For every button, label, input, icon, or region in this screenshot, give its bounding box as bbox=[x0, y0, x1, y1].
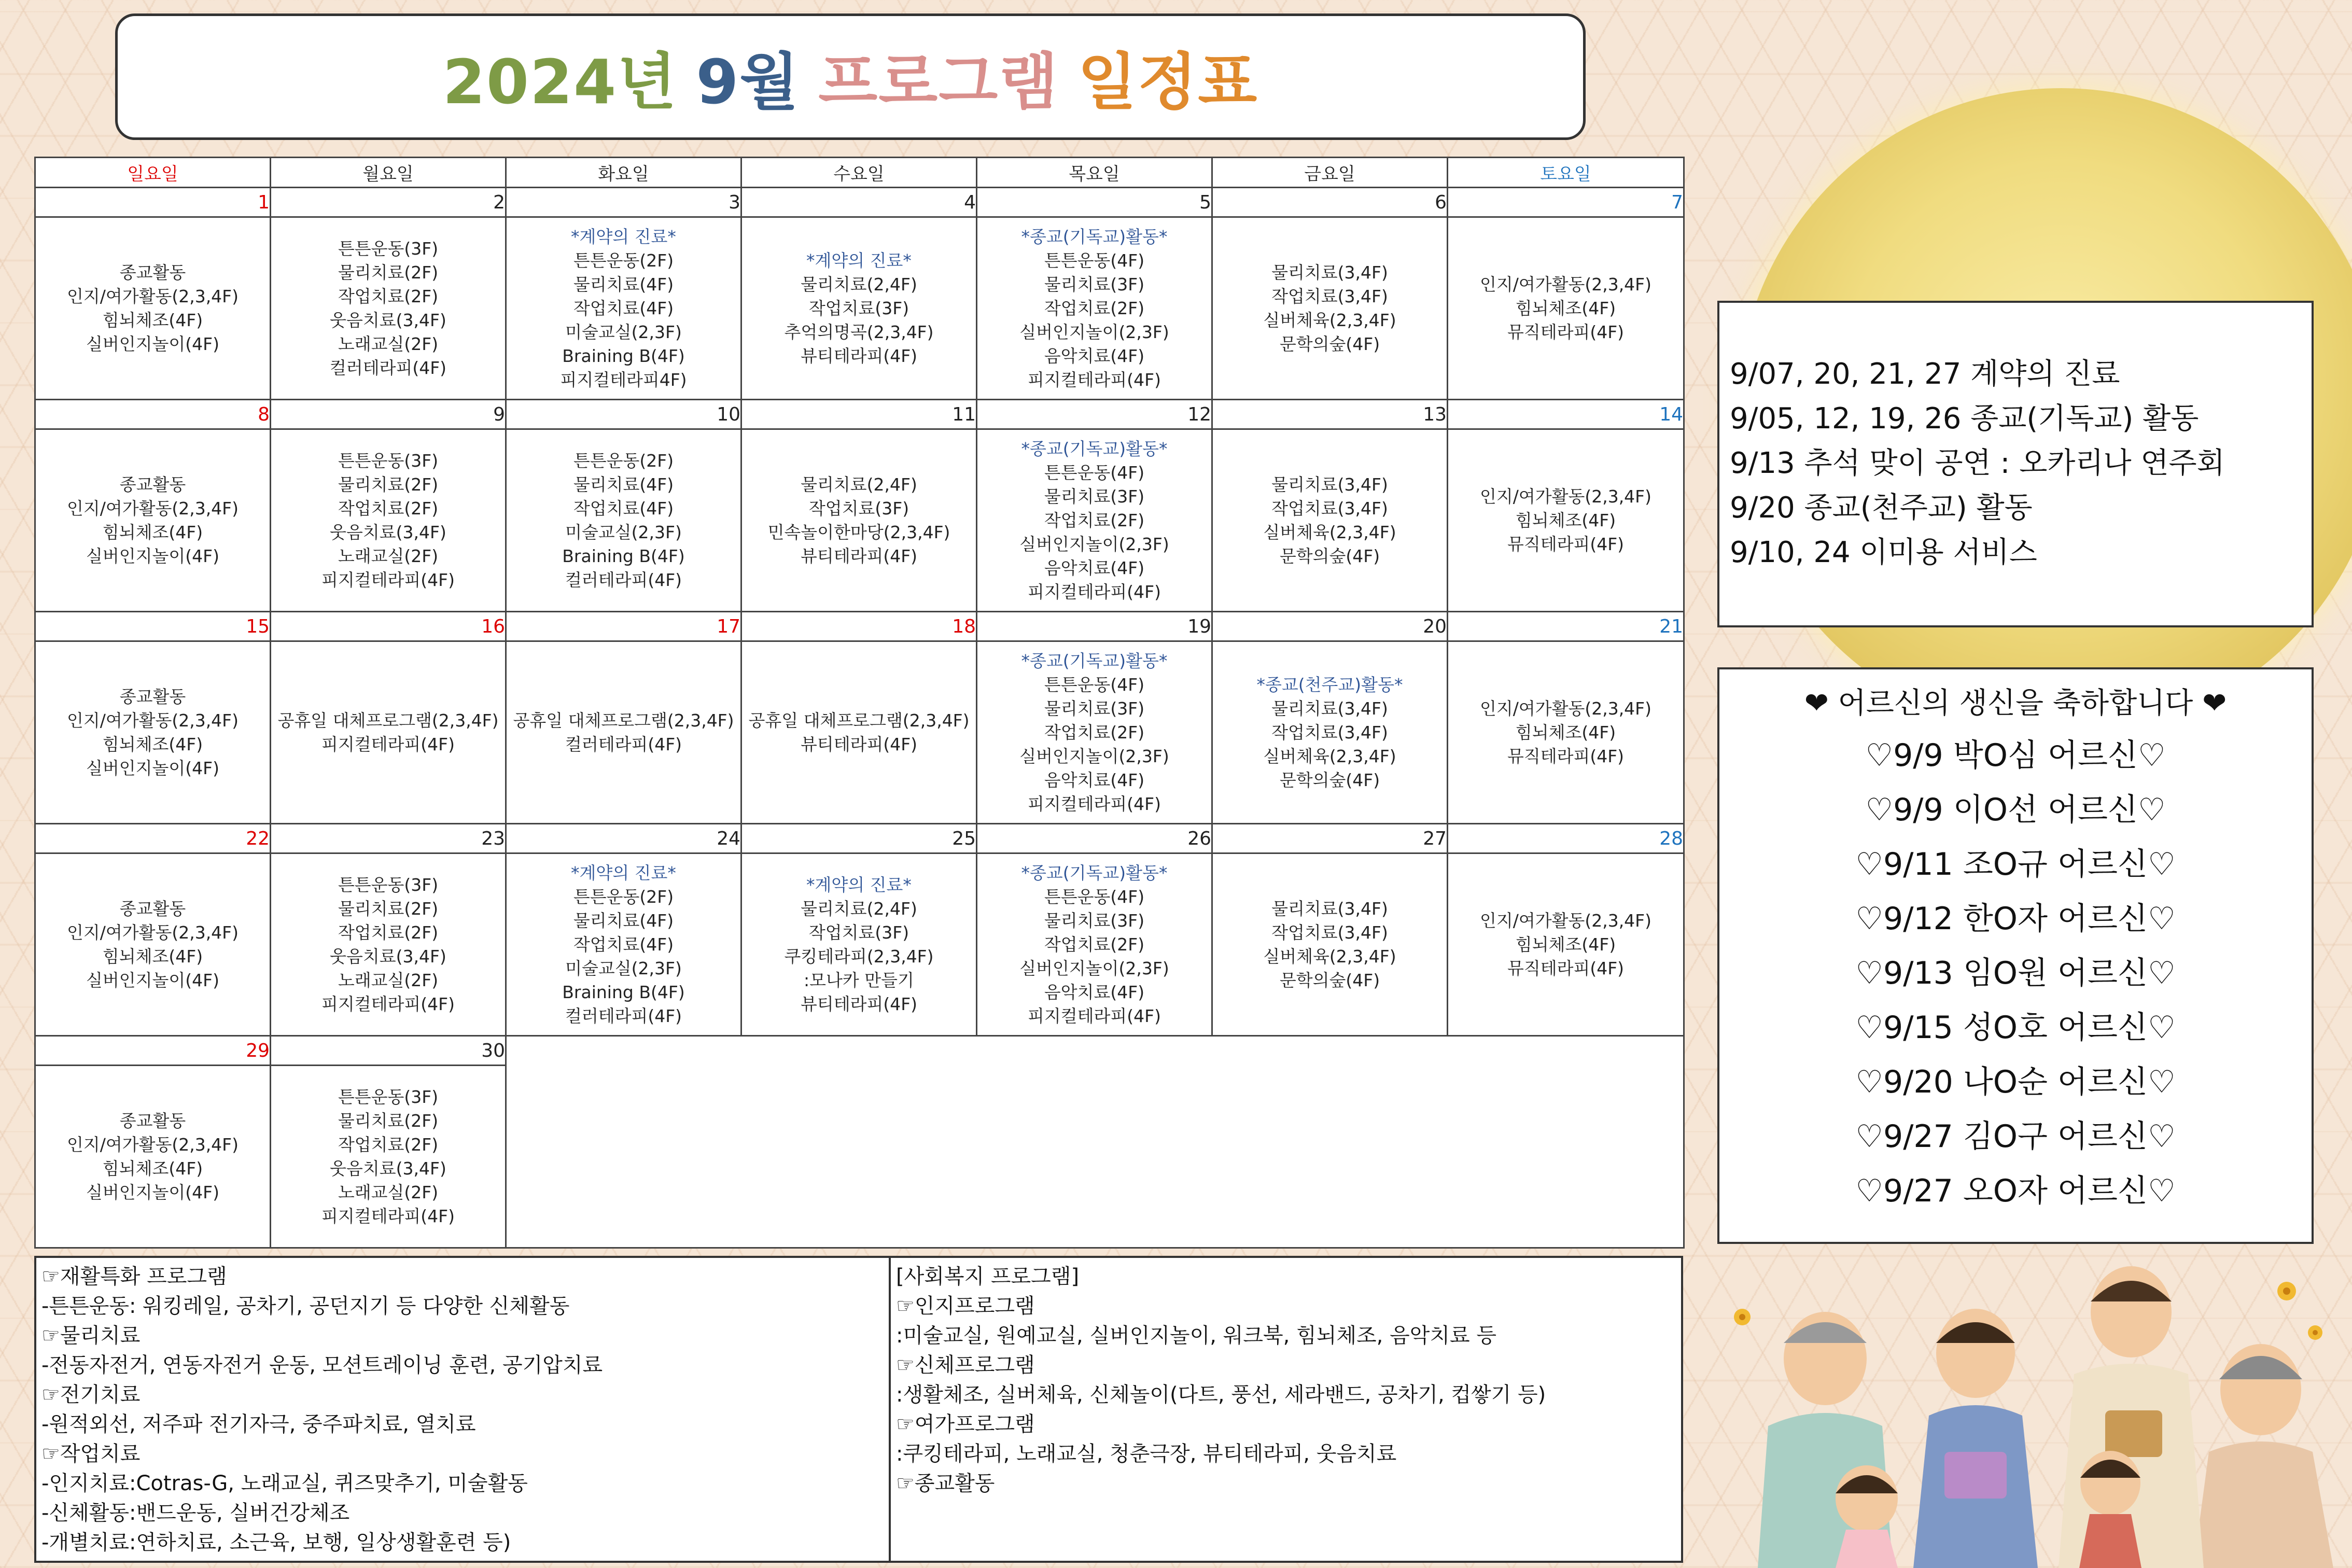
activity-item: 튼튼운동(4F) bbox=[1044, 250, 1145, 271]
activity-item: 인지/여가활동(2,3,4F) bbox=[66, 922, 239, 943]
activity-item: 실버인지놀이(4F) bbox=[86, 758, 219, 778]
day-activities bbox=[271, 429, 506, 612]
activity-item: 뮤직테라피(4F) bbox=[1507, 958, 1625, 978]
birthday-item bbox=[1719, 837, 2312, 892]
activity-item: 힘뇌체조(4F) bbox=[1515, 722, 1616, 743]
activity-item: 노래교실(2F) bbox=[338, 970, 439, 990]
activity-item: 실버인지놀이(2,3F) bbox=[1019, 958, 1169, 978]
heart-outline-icon: ♡ bbox=[2147, 955, 2176, 991]
date-number: 1 bbox=[35, 188, 271, 217]
activity-item: 컬러테라피(4F) bbox=[565, 569, 682, 590]
rehab-line: ☞작업치료 bbox=[41, 1442, 141, 1466]
day-activities bbox=[271, 1066, 506, 1248]
heart-outline-icon: ♡ bbox=[2137, 792, 2166, 828]
activity-item: 인지/여가활동(2,3,4F) bbox=[66, 286, 239, 306]
day-activities bbox=[1212, 641, 1448, 824]
activity-item: 실버인지놀이(4F) bbox=[86, 970, 219, 990]
notice-item: 9/20 종교(천주교) 활동 bbox=[1730, 491, 2033, 525]
girl-figure bbox=[1836, 1465, 1898, 1568]
activity-item: 노래교실(2F) bbox=[338, 1182, 439, 1202]
activity-item: 작업치료(2F) bbox=[1044, 510, 1145, 530]
birthday-item-text: 9/9 박O심 어르신 bbox=[1893, 737, 2138, 774]
activity-item: 민속놀이한마당(2,3,4F) bbox=[767, 522, 950, 542]
activity-item: 힘뇌체조(4F) bbox=[102, 522, 203, 542]
heart-outline-icon: ♡ bbox=[1865, 737, 1894, 774]
birthday-item bbox=[1719, 783, 2312, 837]
activity-item: 인지/여가활동(2,3,4F) bbox=[66, 710, 239, 731]
activity-item: 물리치료(4F) bbox=[573, 910, 674, 931]
activity-item: 문학의숲(4F) bbox=[1279, 545, 1380, 566]
activity-item: 작업치료(4F) bbox=[573, 498, 674, 519]
activity-item: 피지컬테라피(4F) bbox=[321, 993, 455, 1014]
rehab-line: -신체활동:밴드운동, 실버건강체조 bbox=[41, 1501, 350, 1525]
title-year: 2024년 bbox=[442, 46, 678, 118]
activity-item: 실버체육(2,3,4F) bbox=[1263, 310, 1396, 330]
activity-item: 웃음치료(3,4F) bbox=[330, 946, 446, 967]
birthday-item-text: 9/9 이O선 어르신 bbox=[1893, 792, 2138, 828]
birthday-title bbox=[1719, 683, 2312, 724]
rehab-line: -원적외선, 저주파 전기자극, 중주파치료, 열치료 bbox=[41, 1412, 476, 1436]
activity-item: 종교활동 bbox=[119, 686, 186, 707]
special-event-label: *종교(기독교)활동* bbox=[1021, 226, 1168, 247]
birthday-item-text: 9/13 임O원 어르신 bbox=[1883, 955, 2148, 991]
notice-item: 9/13 추석 맞이 공연 : 오카리나 연주회 bbox=[1730, 446, 2225, 480]
activity-item: 피지컬테라피(4F) bbox=[1028, 793, 1161, 814]
birthday-item bbox=[1719, 1110, 2312, 1164]
date-number: 14 bbox=[1448, 400, 1684, 429]
heart-outline-icon: ♡ bbox=[1855, 846, 1884, 883]
rehab-line: -전동자전거, 연동자전거 운동, 모션트레이닝 훈련, 공기압치료 bbox=[41, 1353, 603, 1377]
date-number: 24 bbox=[506, 824, 741, 853]
birthday-item-text: 9/27 오O자 어르신 bbox=[1883, 1173, 2148, 1209]
date-number-row bbox=[35, 824, 1684, 853]
activity-item: 미술교실(2,3F) bbox=[565, 321, 682, 342]
activity-item: 노래교실(2F) bbox=[338, 545, 439, 566]
activity-item: 물리치료(4F) bbox=[573, 274, 674, 295]
date-number: 19 bbox=[977, 612, 1212, 641]
title-program: 프로그램 bbox=[818, 46, 1059, 118]
social-line: ☞종교활동 bbox=[896, 1472, 995, 1495]
activity-item: 인지/여가활동(2,3,4F) bbox=[1479, 698, 1652, 719]
activity-item: 종교활동 bbox=[119, 262, 186, 283]
activity-item: 인지/여가활동(2,3,4F) bbox=[1479, 910, 1652, 931]
date-number: 23 bbox=[271, 824, 506, 853]
activity-item: 물리치료(3F) bbox=[1044, 910, 1145, 931]
date-number: 5 bbox=[977, 188, 1212, 217]
page-title bbox=[115, 13, 1586, 140]
activity-item: 물리치료(4F) bbox=[573, 474, 674, 495]
day-activities bbox=[271, 853, 506, 1036]
birthday-item bbox=[1719, 1001, 2312, 1055]
heart-outline-icon: ♡ bbox=[1865, 792, 1894, 828]
date-number: 17 bbox=[506, 612, 741, 641]
date-number: 7 bbox=[1448, 188, 1684, 217]
activity-item: 튼튼운동(2F) bbox=[573, 450, 674, 471]
activity-item: 웃음치료(3,4F) bbox=[330, 522, 446, 542]
day-activities bbox=[1448, 853, 1684, 1036]
birthday-box bbox=[1717, 667, 2314, 1244]
special-event-label: *종교(기독교)활동* bbox=[1021, 650, 1168, 671]
date-number: 18 bbox=[741, 612, 977, 641]
heart-outline-icon: ♡ bbox=[1855, 1010, 1884, 1046]
date-number-row bbox=[35, 1036, 1684, 1066]
activity-item: 종교활동 bbox=[119, 474, 186, 495]
activity-item: 뷰티테라피(4F) bbox=[800, 993, 918, 1014]
activity-item: 힘뇌체조(4F) bbox=[102, 310, 203, 330]
special-event-label: *계약의 진료* bbox=[806, 874, 912, 895]
birthday-item bbox=[1719, 1164, 2312, 1219]
day-activities bbox=[506, 217, 741, 400]
activity-item: 튼튼운동(2F) bbox=[573, 886, 674, 907]
date-number: 10 bbox=[506, 400, 741, 429]
heart-icon: ❤ bbox=[1804, 687, 1829, 720]
activity-item: 뷰티테라피(4F) bbox=[800, 734, 918, 754]
notice-item: 9/05, 12, 19, 26 종교(기독교) 활동 bbox=[1730, 402, 2199, 436]
activity-item: 피지컬테라피(4F) bbox=[321, 734, 455, 754]
birthday-item-text: 9/12 한O자 어르신 bbox=[1883, 901, 2148, 937]
date-number: 15 bbox=[35, 612, 271, 641]
social-line: ☞신체프로그램 bbox=[896, 1353, 1035, 1377]
activity-item: 물리치료(3F) bbox=[1044, 698, 1145, 719]
activity-item: 인지/여가활동(2,3,4F) bbox=[1479, 486, 1652, 507]
date-number: 2 bbox=[271, 188, 506, 217]
date-number: 4 bbox=[741, 188, 977, 217]
activity-item: 피지컬테라피(4F) bbox=[321, 569, 455, 590]
activity-item: 힘뇌체조(4F) bbox=[1515, 510, 1616, 530]
date-number: 27 bbox=[1212, 824, 1448, 853]
activity-item: 물리치료(3F) bbox=[1044, 486, 1145, 507]
date-number: 6 bbox=[1212, 188, 1448, 217]
social-line: :미술교실, 원예교실, 실버인지놀이, 워크북, 힘뇌체조, 음악치료 등 bbox=[896, 1324, 1496, 1348]
rehab-line: -인지치료:Cotras-G, 노래교실, 퀴즈맞추기, 미술활동 bbox=[41, 1472, 528, 1495]
special-event-label: *종교(기독교)활동* bbox=[1021, 862, 1168, 883]
activity-item: 피지컬테라피4F) bbox=[560, 369, 687, 390]
heart-outline-icon: ♡ bbox=[1855, 901, 1884, 937]
day-activities bbox=[741, 217, 977, 400]
day-activities bbox=[35, 1066, 271, 1248]
activity-item: 음악치료(4F) bbox=[1044, 557, 1145, 578]
day-activities bbox=[977, 429, 1212, 612]
activity-item: 작업치료(2F) bbox=[1044, 934, 1145, 955]
activity-item: 인지/여가활동(2,3,4F) bbox=[1479, 274, 1652, 295]
activity-item: 물리치료(2,4F) bbox=[801, 474, 917, 495]
special-event-label: *계약의 진료* bbox=[571, 226, 676, 247]
heart-outline-icon: ♡ bbox=[2147, 1064, 2176, 1100]
activity-item: 튼튼운동(3F) bbox=[338, 450, 439, 471]
activity-item: 컬러테라피(4F) bbox=[329, 357, 447, 378]
date-number: 9 bbox=[271, 400, 506, 429]
activity-item: 공휴일 대체프로그램(2,3,4F) bbox=[513, 710, 734, 731]
activity-item: 물리치료(3,4F) bbox=[1271, 898, 1388, 919]
activity-item: 종교활동 bbox=[119, 898, 186, 919]
activity-item: 물리치료(2,4F) bbox=[801, 274, 917, 295]
activity-item: 실버체육(2,3,4F) bbox=[1263, 522, 1396, 542]
activity-item: 피지컬테라피(4F) bbox=[1028, 581, 1161, 602]
activity-item: 튼튼운동(3F) bbox=[338, 1086, 439, 1107]
activity-item: 작업치료(3F) bbox=[808, 922, 909, 943]
weekday-header: 금요일 bbox=[1212, 158, 1448, 188]
activity-item: 미술교실(2,3F) bbox=[565, 958, 682, 978]
activity-item: 물리치료(3,4F) bbox=[1271, 262, 1388, 283]
day-activities bbox=[977, 853, 1212, 1036]
activity-item: Braining B(4F) bbox=[562, 545, 685, 566]
activity-item: 실버인지놀이(2,3F) bbox=[1019, 321, 1169, 342]
day-activities bbox=[1212, 429, 1448, 612]
activity-item: 힘뇌체조(4F) bbox=[102, 734, 203, 754]
date-number: 16 bbox=[271, 612, 506, 641]
activity-item: 작업치료(2F) bbox=[338, 286, 439, 306]
birthday-item bbox=[1719, 946, 2312, 1001]
rehab-line: ☞물리치료 bbox=[41, 1324, 141, 1348]
heart-outline-icon: ♡ bbox=[2147, 1118, 2176, 1155]
activity-item: 피지컬테라피(4F) bbox=[1028, 1005, 1161, 1026]
activity-item: 작업치료(4F) bbox=[573, 298, 674, 318]
date-number: 21 bbox=[1448, 612, 1684, 641]
activity-item: 튼튼운동(4F) bbox=[1044, 886, 1145, 907]
social-line: :쿠킹테라피, 노래교실, 청춘극장, 뷰티테라피, 웃음치료 bbox=[896, 1442, 1397, 1466]
birthday-item-text: 9/20 나O순 어르신 bbox=[1883, 1064, 2148, 1100]
activity-item: 힘뇌체조(4F) bbox=[1515, 298, 1616, 318]
activity-item: 음악치료(4F) bbox=[1044, 769, 1145, 790]
activity-item: 인지/여가활동(2,3,4F) bbox=[66, 498, 239, 519]
day-activities bbox=[506, 429, 741, 612]
day-activities bbox=[35, 217, 271, 400]
date-number: 20 bbox=[1212, 612, 1448, 641]
weekday-header: 월요일 bbox=[271, 158, 506, 188]
weekday-header-row bbox=[35, 158, 1684, 188]
grandmother-figure bbox=[2193, 1344, 2333, 1568]
birthday-item-text: 9/11 조O규 어르신 bbox=[1883, 846, 2148, 883]
activity-item: 작업치료(2F) bbox=[1044, 298, 1145, 318]
rehab-line: -개별치료:연하치료, 소근육, 보행, 일상생활훈련 등) bbox=[41, 1531, 511, 1555]
activity-item: 작업치료(3,4F) bbox=[1271, 286, 1388, 306]
date-number: 13 bbox=[1212, 400, 1448, 429]
activity-item: 작업치료(3F) bbox=[808, 498, 909, 519]
activity-item: 공휴일 대체프로그램(2,3,4F) bbox=[277, 710, 499, 731]
empty-calendar-area bbox=[506, 1036, 1684, 1248]
activity-item: 작업치료(2F) bbox=[1044, 722, 1145, 743]
day-activities bbox=[271, 217, 506, 400]
activity-item: 튼튼운동(3F) bbox=[338, 874, 439, 895]
activity-item: 실버인지놀이(4F) bbox=[86, 545, 219, 566]
day-activities bbox=[1448, 429, 1684, 612]
activity-item: 뮤직테라피(4F) bbox=[1507, 746, 1625, 766]
date-number: 8 bbox=[35, 400, 271, 429]
activity-row bbox=[35, 217, 1684, 400]
special-event-label: *종교(천주교)활동* bbox=[1256, 674, 1403, 695]
activity-item: 물리치료(3F) bbox=[1044, 274, 1145, 295]
activity-item: 피지컬테라피(4F) bbox=[1028, 369, 1161, 390]
day-activities bbox=[741, 641, 977, 824]
activity-item: 작업치료(3,4F) bbox=[1271, 722, 1388, 743]
weekday-header: 토요일 bbox=[1448, 158, 1684, 188]
date-number: 22 bbox=[35, 824, 271, 853]
day-activities bbox=[35, 429, 271, 612]
notice-item: 9/07, 20, 21, 27 계약의 진료 bbox=[1730, 357, 2120, 391]
activity-item: 뮤직테라피(4F) bbox=[1507, 534, 1625, 554]
heart-outline-icon: ♡ bbox=[2137, 737, 2166, 774]
weekday-header: 일요일 bbox=[35, 158, 271, 188]
activity-item: 종교활동 bbox=[119, 1110, 186, 1131]
activity-item: 튼튼운동(4F) bbox=[1044, 462, 1145, 483]
activity-item: 물리치료(2,4F) bbox=[801, 898, 917, 919]
activity-item: 작업치료(2F) bbox=[338, 498, 439, 519]
social-line: [사회복지 프로그램] bbox=[896, 1265, 1080, 1289]
day-activities bbox=[506, 641, 741, 824]
day-activities bbox=[977, 641, 1212, 824]
family-illustration bbox=[1696, 1255, 2352, 1568]
activity-item: 물리치료(3,4F) bbox=[1271, 698, 1388, 719]
heart-icon: ❤ bbox=[2202, 687, 2227, 720]
activity-item: 쿠킹테라피(2,3,4F) bbox=[784, 946, 934, 967]
activity-item: :모나카 만들기 bbox=[804, 970, 914, 990]
activity-item: 실버인지놀이(2,3F) bbox=[1019, 534, 1169, 554]
birthday-item bbox=[1719, 1055, 2312, 1110]
calendar-table bbox=[34, 157, 1685, 1249]
activity-item: 실버체육(2,3,4F) bbox=[1263, 746, 1396, 766]
activity-item: 웃음치료(3,4F) bbox=[330, 1158, 446, 1179]
activity-item: 실버인지놀이(4F) bbox=[86, 1182, 219, 1202]
date-number: 29 bbox=[35, 1036, 271, 1066]
activity-item: 실버인지놀이(2,3F) bbox=[1019, 746, 1169, 766]
heart-outline-icon: ♡ bbox=[2147, 901, 2176, 937]
day-activities bbox=[271, 641, 506, 824]
activity-item: 작업치료(2F) bbox=[338, 922, 439, 943]
activity-item: 뮤직테라피(4F) bbox=[1507, 321, 1625, 342]
heart-outline-icon: ♡ bbox=[1855, 955, 1884, 991]
activity-item: 실버인지놀이(4F) bbox=[86, 333, 219, 354]
date-number: 11 bbox=[741, 400, 977, 429]
title-month: 9월 bbox=[696, 46, 800, 118]
activity-item: 작업치료(3,4F) bbox=[1271, 922, 1388, 943]
social-line: :생활체조, 실버체육, 신체놀이(다트, 풍선, 세라밴드, 공차기, 컵쌓기 등) bbox=[896, 1383, 1546, 1407]
activity-item: 문학의숲(4F) bbox=[1279, 970, 1380, 990]
social-program-column bbox=[891, 1258, 1681, 1561]
social-line: ☞인지프로그램 bbox=[896, 1294, 1035, 1318]
heart-outline-icon: ♡ bbox=[2147, 1173, 2176, 1209]
activity-item: Braining B(4F) bbox=[562, 345, 685, 366]
birthday-title-text: 어르신의 생신을 축하합니다 bbox=[1838, 687, 2193, 720]
special-event-label: *계약의 진료* bbox=[806, 250, 912, 271]
activity-item: 작업치료(3,4F) bbox=[1271, 498, 1388, 519]
activity-item: 물리치료(2F) bbox=[338, 1110, 439, 1131]
activity-row bbox=[35, 641, 1684, 824]
birthday-item bbox=[1719, 892, 2312, 946]
notice-box bbox=[1717, 301, 2314, 627]
activity-item: 작업치료(3F) bbox=[808, 298, 909, 318]
day-activities bbox=[1448, 641, 1684, 824]
activity-item: 실버체육(2,3,4F) bbox=[1263, 946, 1396, 967]
date-number-row bbox=[35, 612, 1684, 641]
activity-row bbox=[35, 429, 1684, 612]
day-activities bbox=[1448, 217, 1684, 400]
date-number: 28 bbox=[1448, 824, 1684, 853]
activity-item: 인지/여가활동(2,3,4F) bbox=[66, 1134, 239, 1155]
date-number-row bbox=[35, 400, 1684, 429]
activity-row bbox=[35, 853, 1684, 1036]
rehab-line: ☞재활특화 프로그램 bbox=[41, 1265, 227, 1289]
special-event-label: *종교(기독교)활동* bbox=[1021, 438, 1168, 459]
day-activities bbox=[1212, 217, 1448, 400]
weekday-header: 화요일 bbox=[506, 158, 741, 188]
date-number: 12 bbox=[977, 400, 1212, 429]
day-activities bbox=[506, 853, 741, 1036]
day-activities bbox=[741, 429, 977, 612]
day-activities bbox=[741, 853, 977, 1036]
activity-item: 튼튼운동(3F) bbox=[338, 238, 439, 259]
date-number-row bbox=[35, 188, 1684, 217]
activity-item: 노래교실(2F) bbox=[338, 333, 439, 354]
date-number: 30 bbox=[271, 1036, 506, 1066]
activity-item: 컬러테라피(4F) bbox=[565, 1005, 682, 1026]
birthday-item bbox=[1719, 729, 2312, 783]
notice-item: 9/10, 24 이미용 서비스 bbox=[1730, 536, 2037, 569]
day-activities bbox=[1212, 853, 1448, 1036]
rehab-line: -튼튼운동: 워킹레일, 공차기, 공던지기 등 다양한 신체활동 bbox=[41, 1294, 570, 1318]
social-line: ☞여가프로그램 bbox=[896, 1412, 1035, 1436]
activity-item: 튼튼운동(2F) bbox=[573, 250, 674, 271]
date-number: 25 bbox=[741, 824, 977, 853]
activity-item: 튼튼운동(4F) bbox=[1044, 674, 1145, 695]
activity-item: 물리치료(2F) bbox=[338, 898, 439, 919]
activity-item: 힘뇌체조(4F) bbox=[102, 946, 203, 967]
activity-item: 힘뇌체조(4F) bbox=[1515, 934, 1616, 955]
heart-outline-icon: ♡ bbox=[2147, 1010, 2176, 1046]
activity-item: 음악치료(4F) bbox=[1044, 345, 1145, 366]
date-number: 3 bbox=[506, 188, 741, 217]
day-activities bbox=[35, 641, 271, 824]
activity-item: 작업치료(4F) bbox=[573, 934, 674, 955]
activity-item: 뷰티테라피(4F) bbox=[800, 345, 918, 366]
special-event-label: *계약의 진료* bbox=[571, 862, 676, 883]
activity-item: 물리치료(3,4F) bbox=[1271, 474, 1388, 495]
activity-item: 물리치료(2F) bbox=[338, 262, 439, 283]
activity-item: 컬러테라피(4F) bbox=[565, 734, 682, 754]
title-schedule: 일정표 bbox=[1077, 46, 1258, 118]
activity-item: 뷰티테라피(4F) bbox=[800, 545, 918, 566]
rehab-program-column bbox=[36, 1258, 891, 1561]
mother-figure bbox=[1913, 1309, 2038, 1568]
activity-item: 피지컬테라피(4F) bbox=[321, 1206, 455, 1226]
program-description-box bbox=[34, 1256, 1683, 1563]
activity-item: 문학의숲(4F) bbox=[1279, 333, 1380, 354]
activity-item: 음악치료(4F) bbox=[1044, 982, 1145, 1002]
day-activities bbox=[35, 853, 271, 1036]
heart-outline-icon: ♡ bbox=[1855, 1064, 1884, 1100]
date-number: 26 bbox=[977, 824, 1212, 853]
birthday-item-text: 9/27 김O구 어르신 bbox=[1883, 1118, 2148, 1155]
activity-item: 미술교실(2,3F) bbox=[565, 522, 682, 542]
rehab-line: ☞전기치료 bbox=[41, 1383, 141, 1407]
day-activities bbox=[977, 217, 1212, 400]
activity-item: 추억의명곡(2,3,4F) bbox=[784, 321, 934, 342]
activity-item: 힘뇌체조(4F) bbox=[102, 1158, 203, 1179]
heart-outline-icon: ♡ bbox=[1855, 1173, 1884, 1209]
activity-item: 공휴일 대체프로그램(2,3,4F) bbox=[748, 710, 970, 731]
activity-item: 작업치료(2F) bbox=[338, 1134, 439, 1155]
weekday-header: 목요일 bbox=[977, 158, 1212, 188]
activity-item: 문학의숲(4F) bbox=[1279, 769, 1380, 790]
activity-item: 물리치료(2F) bbox=[338, 474, 439, 495]
heart-outline-icon: ♡ bbox=[2147, 846, 2176, 883]
activity-item: Braining B(4F) bbox=[562, 982, 685, 1002]
birthday-item-text: 9/15 성O호 어르신 bbox=[1883, 1010, 2148, 1046]
activity-item: 웃음치료(3,4F) bbox=[330, 310, 446, 330]
heart-outline-icon: ♡ bbox=[1855, 1118, 1884, 1155]
weekday-header: 수요일 bbox=[741, 158, 977, 188]
